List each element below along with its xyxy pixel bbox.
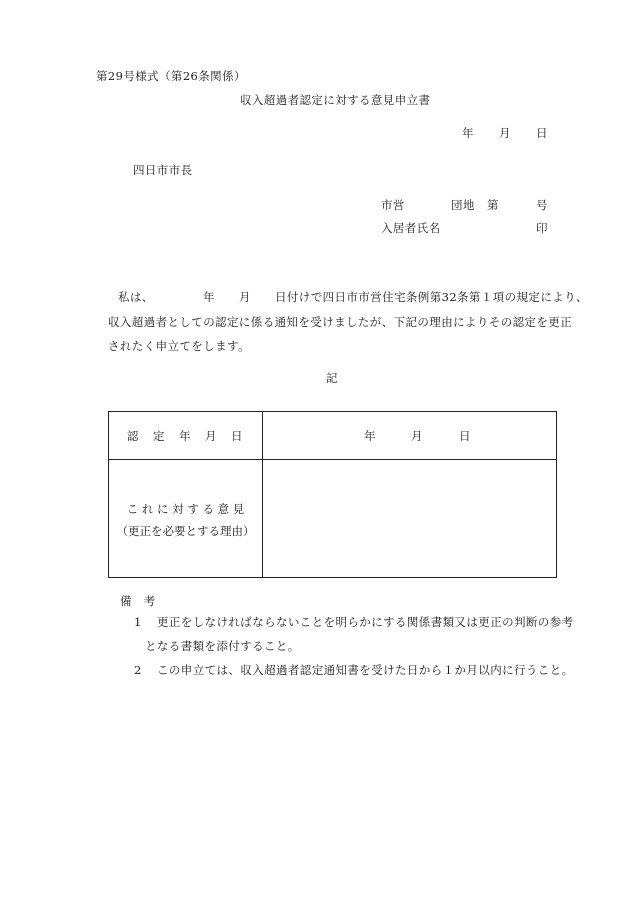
- remark-1-line1: 更正をしなければならないことを明らかにする関係書類又は更正の判断の参考: [157, 615, 574, 629]
- room-number-prefix: 第: [487, 198, 499, 212]
- remarks-heading: 備 考: [120, 594, 156, 608]
- form-number: 第29号様式（第26条関係）: [96, 69, 246, 83]
- remark-2-number: 2: [134, 663, 142, 677]
- room-number-suffix: 号: [536, 198, 548, 212]
- body-line1-year: 年: [203, 290, 215, 304]
- body-line2: 収入超過者としての認定に係る通知を受けましたが、下記の理由によりその認定を更正: [108, 315, 573, 329]
- body-line1-start: 私は、: [118, 290, 154, 304]
- certification-date-year: 年: [364, 429, 376, 443]
- note-heading: 記: [326, 371, 338, 385]
- opinion-entry-area: [263, 460, 556, 577]
- certification-date-day: 日: [459, 429, 471, 443]
- seal-mark: 印: [536, 221, 548, 235]
- body-line3: されたく申立てをします。: [108, 339, 250, 353]
- document-title: 収入超過者認定に対する意見申立書: [240, 93, 431, 107]
- remark-2-line1: この申立ては、収入超過者認定通知書を受けた日から１か月以内に行うこと。: [157, 663, 574, 677]
- date-month-label: 月: [499, 126, 511, 140]
- certification-date-label: 認 定 年 月 日: [127, 429, 244, 443]
- certification-date-month: 月: [411, 429, 423, 443]
- body-line1-end: 日付けで四日市市営住宅条例第32条第１項の規定により、: [275, 290, 588, 304]
- date-day-label: 日: [536, 126, 548, 140]
- opinion-label-reason: （更正を必要とする理由）: [116, 524, 255, 538]
- addressee: 四日市市長: [133, 163, 193, 177]
- housing-suffix: 団地: [451, 198, 475, 212]
- remark-1-line2: となる書類を添付すること。: [145, 639, 300, 653]
- body-line1-month: 月: [239, 290, 251, 304]
- resident-name-label: 入居者氏名: [381, 221, 441, 235]
- remark-1-number: 1: [134, 615, 142, 629]
- opinion-label: こ れ に 対 す る 意 見: [126, 502, 245, 516]
- application-table: [108, 411, 557, 578]
- housing-prefix: 市営: [381, 198, 405, 212]
- date-year-label: 年: [462, 126, 474, 140]
